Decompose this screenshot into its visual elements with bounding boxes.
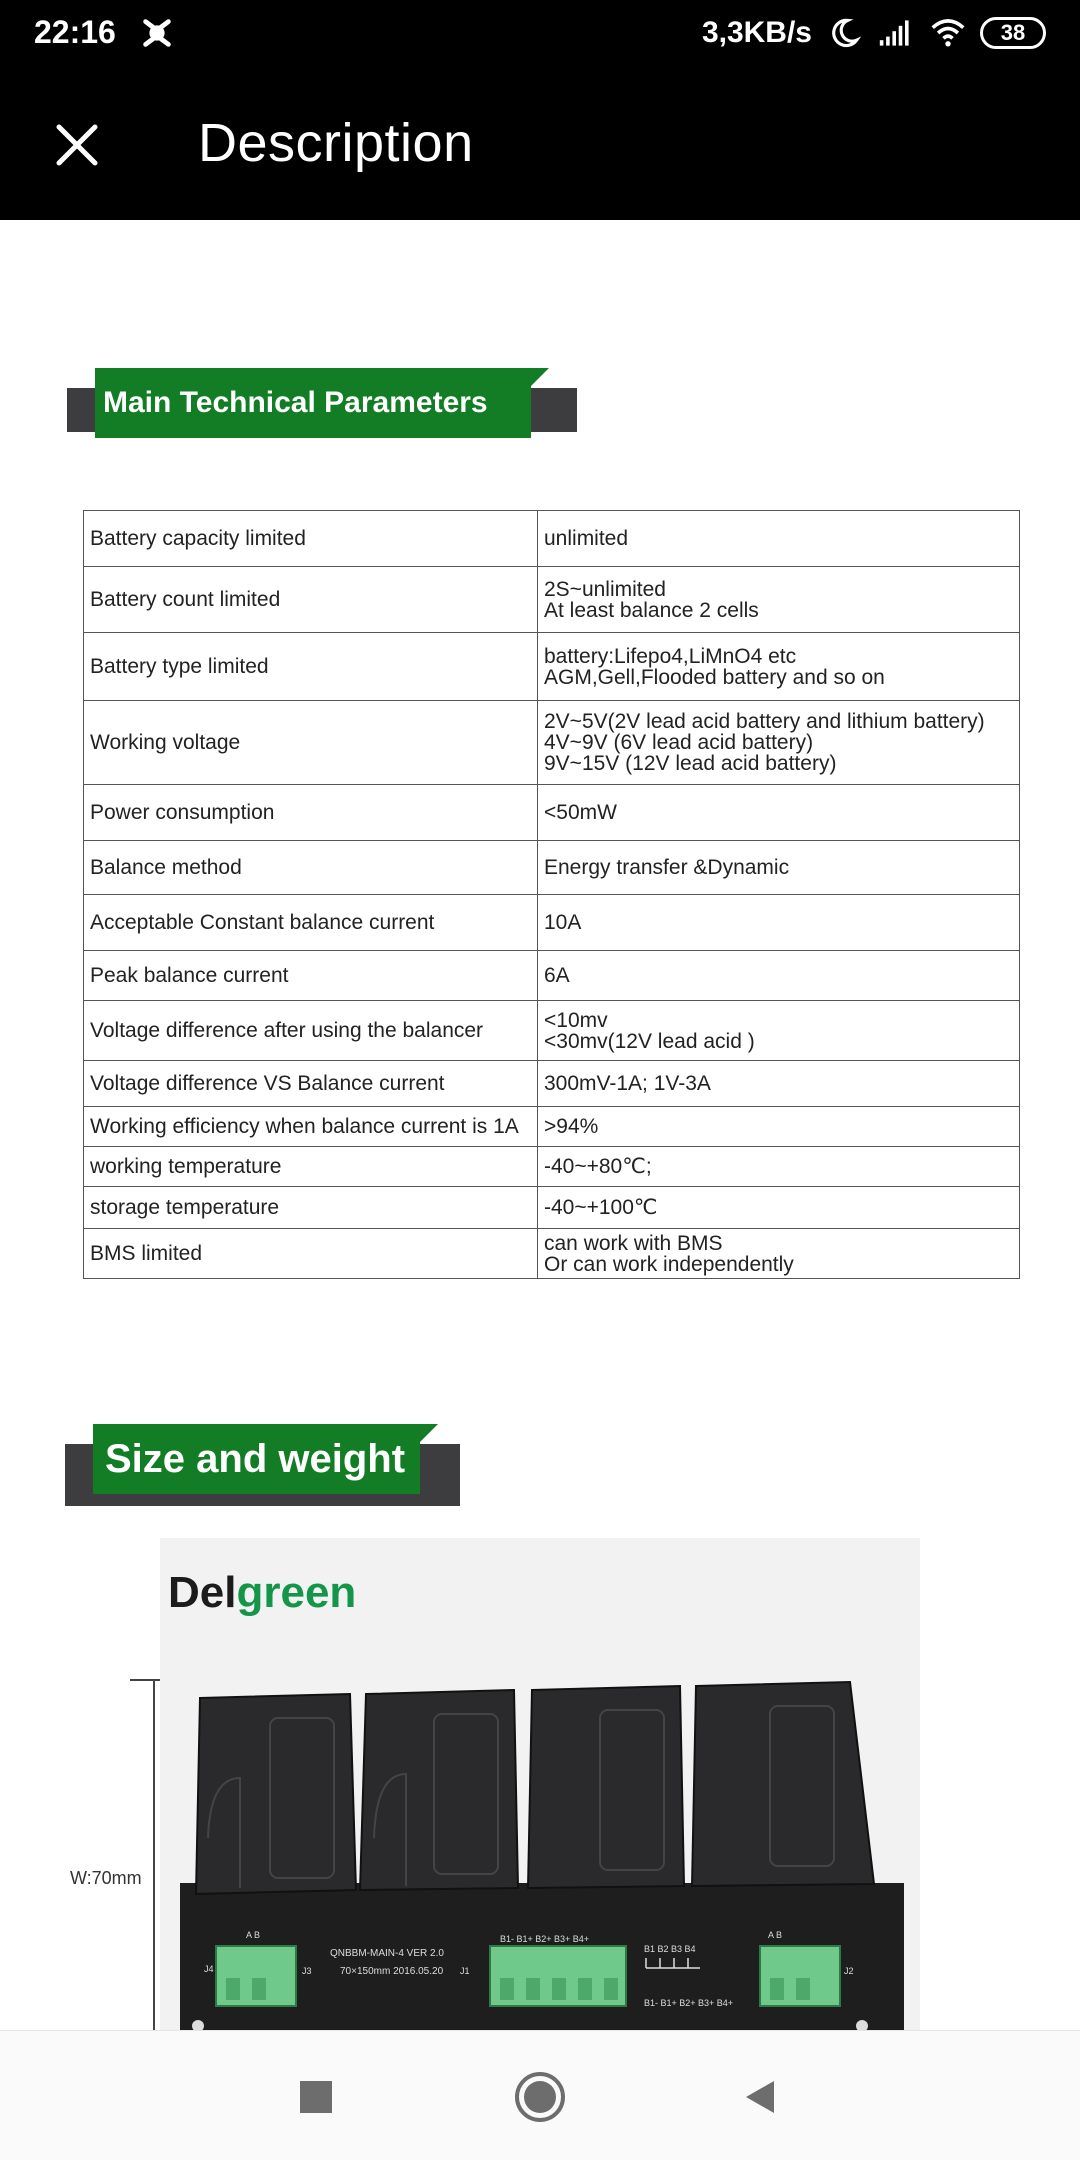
connector-label-j2: J2 [844,1966,854,1976]
spec-key: Balance method [84,841,538,895]
section-title-parameters: Main Technical Parameters [103,386,488,419]
connector-label-j4: J4 [204,1964,214,1974]
board-pin-label-bottom: B1- B1+ B2+ B3+ B4+ [644,1998,734,2008]
spec-value [538,1061,1020,1107]
spec-key: Power consumption [84,785,538,841]
board-pin-label-right: B1 B2 B3 B4 [644,1944,696,1954]
close-icon [55,123,99,167]
dimension-line [153,1680,155,2030]
spec-value [538,633,1020,701]
spec-value [538,951,1020,1001]
section-banner-size [65,1424,460,1508]
connector-label-j1: J1 [460,1966,470,1976]
balancer-board-illustration [160,1538,920,2030]
connector-ab-right: A B [768,1930,783,1940]
spec-key: BMS limited [84,1229,538,1279]
spec-value-line: 300mV-1A; 1V-3A [544,1072,711,1095]
spec-value-line: battery:Lifepo4,LiMnO4 etc [544,644,797,668]
recent-apps-icon [298,2079,334,2115]
description-content[interactable] [0,220,1080,2030]
board-label-model: QNBBM-MAIN-4 VER 2.0 [330,1948,444,1959]
spec-row [84,1001,1020,1061]
spec-value [538,785,1020,841]
spec-value [538,567,1020,633]
spec-value [538,841,1020,895]
spec-row [84,1187,1020,1229]
spec-value-line: -40~+80℃; [544,1155,652,1178]
recent-apps-button[interactable] [286,2067,346,2127]
spec-value-line: Or can work independently [544,1252,794,1276]
spec-key: storage temperature [84,1187,538,1229]
spec-row [84,1061,1020,1107]
status-time: 22:16 [34,14,116,50]
spec-value-line: 2S~unlimited [544,577,666,601]
spec-key: Battery capacity limited [84,511,538,567]
spec-value-line: At least balance 2 cells [544,598,759,622]
close-button[interactable] [42,110,112,180]
battery-level: 38 [1000,20,1026,45]
spec-row [84,1107,1020,1147]
spec-value-line: AGM,Gell,Flooded battery and so on [544,665,885,689]
spec-value-line: Energy transfer &Dynamic [544,856,790,879]
battery-icon [980,17,1046,49]
spec-value-line: <30mv(12V lead acid ) [544,1029,755,1053]
spec-key: Battery type limited [84,633,538,701]
spec-value-line: 2V~5V(2V lead acid battery and lithium battery) [544,710,985,733]
brand-logo: Delgreen [168,1568,357,1617]
board-pin-label: B1- B1+ B2+ B3+ B4+ [500,1934,590,1944]
spec-value [538,1187,1020,1229]
connector-ab-left: A B [246,1930,261,1940]
app-bar [0,66,1080,220]
spec-value-line: 6A [544,964,570,987]
back-icon [740,2077,780,2117]
page-title: Description [198,113,474,173]
back-button[interactable] [730,2067,790,2127]
network-speed: 3,3KB/s [701,16,812,49]
moon-icon [824,15,864,51]
wifi-icon [928,15,968,51]
spec-value [538,1147,1020,1187]
status-bar [0,0,1080,66]
spec-key: working temperature [84,1147,538,1187]
home-icon [513,2070,567,2124]
home-button[interactable] [510,2067,570,2127]
spec-key: Acceptable Constant balance current [84,895,538,951]
spec-row [84,511,1020,567]
spec-value [538,895,1020,951]
spec-value-line: <10mv [544,1008,608,1032]
spec-key: Voltage difference VS Balance current [84,1061,538,1107]
spec-value-line: unlimited [544,527,629,550]
signal-icon [876,15,916,51]
spec-key: Working voltage [84,701,538,785]
spec-row [84,701,1020,785]
spec-value [538,511,1020,567]
spec-table [83,510,1020,1279]
product-image[interactable] [160,1538,920,2030]
spec-key: Working efficiency when balance current is 1A [84,1107,538,1147]
spec-value-line: <50mW [544,801,617,824]
spec-value [538,1001,1020,1061]
spec-value [538,701,1020,785]
dimension-label: W:70mm [70,1868,142,1888]
spec-value-line: can work with BMS [544,1231,723,1255]
spec-row [84,895,1020,951]
spec-key: Battery count limited [84,567,538,633]
spec-row [84,841,1020,895]
spec-row [84,567,1020,633]
spec-key: Peak balance current [84,951,538,1001]
spec-value [538,1107,1020,1147]
spec-key: Voltage difference after using the balancer [84,1001,538,1061]
connector-label-j3: J3 [302,1966,312,1976]
spec-value [538,1229,1020,1279]
spec-value-line: >94% [544,1115,599,1138]
spec-value-line: 4V~9V (6V lead acid battery) [544,731,814,754]
spec-row [84,951,1020,1001]
navigation-bar [0,2030,1080,2160]
section-banner-parameters [67,368,577,452]
spec-value-line: -40~+100℃ [544,1196,658,1219]
spec-row [84,633,1020,701]
spec-row [84,1147,1020,1187]
spec-value-line: 9V~15V (12V lead acid battery) [544,752,837,775]
app-notification-icon [138,14,176,52]
section-title-size: Size and weight [105,1436,406,1481]
spec-value-line: 10A [544,911,582,934]
spec-row [84,785,1020,841]
spec-row [84,1229,1020,1279]
board-label-size: 70×150mm 2016.05.20 [340,1966,444,1977]
